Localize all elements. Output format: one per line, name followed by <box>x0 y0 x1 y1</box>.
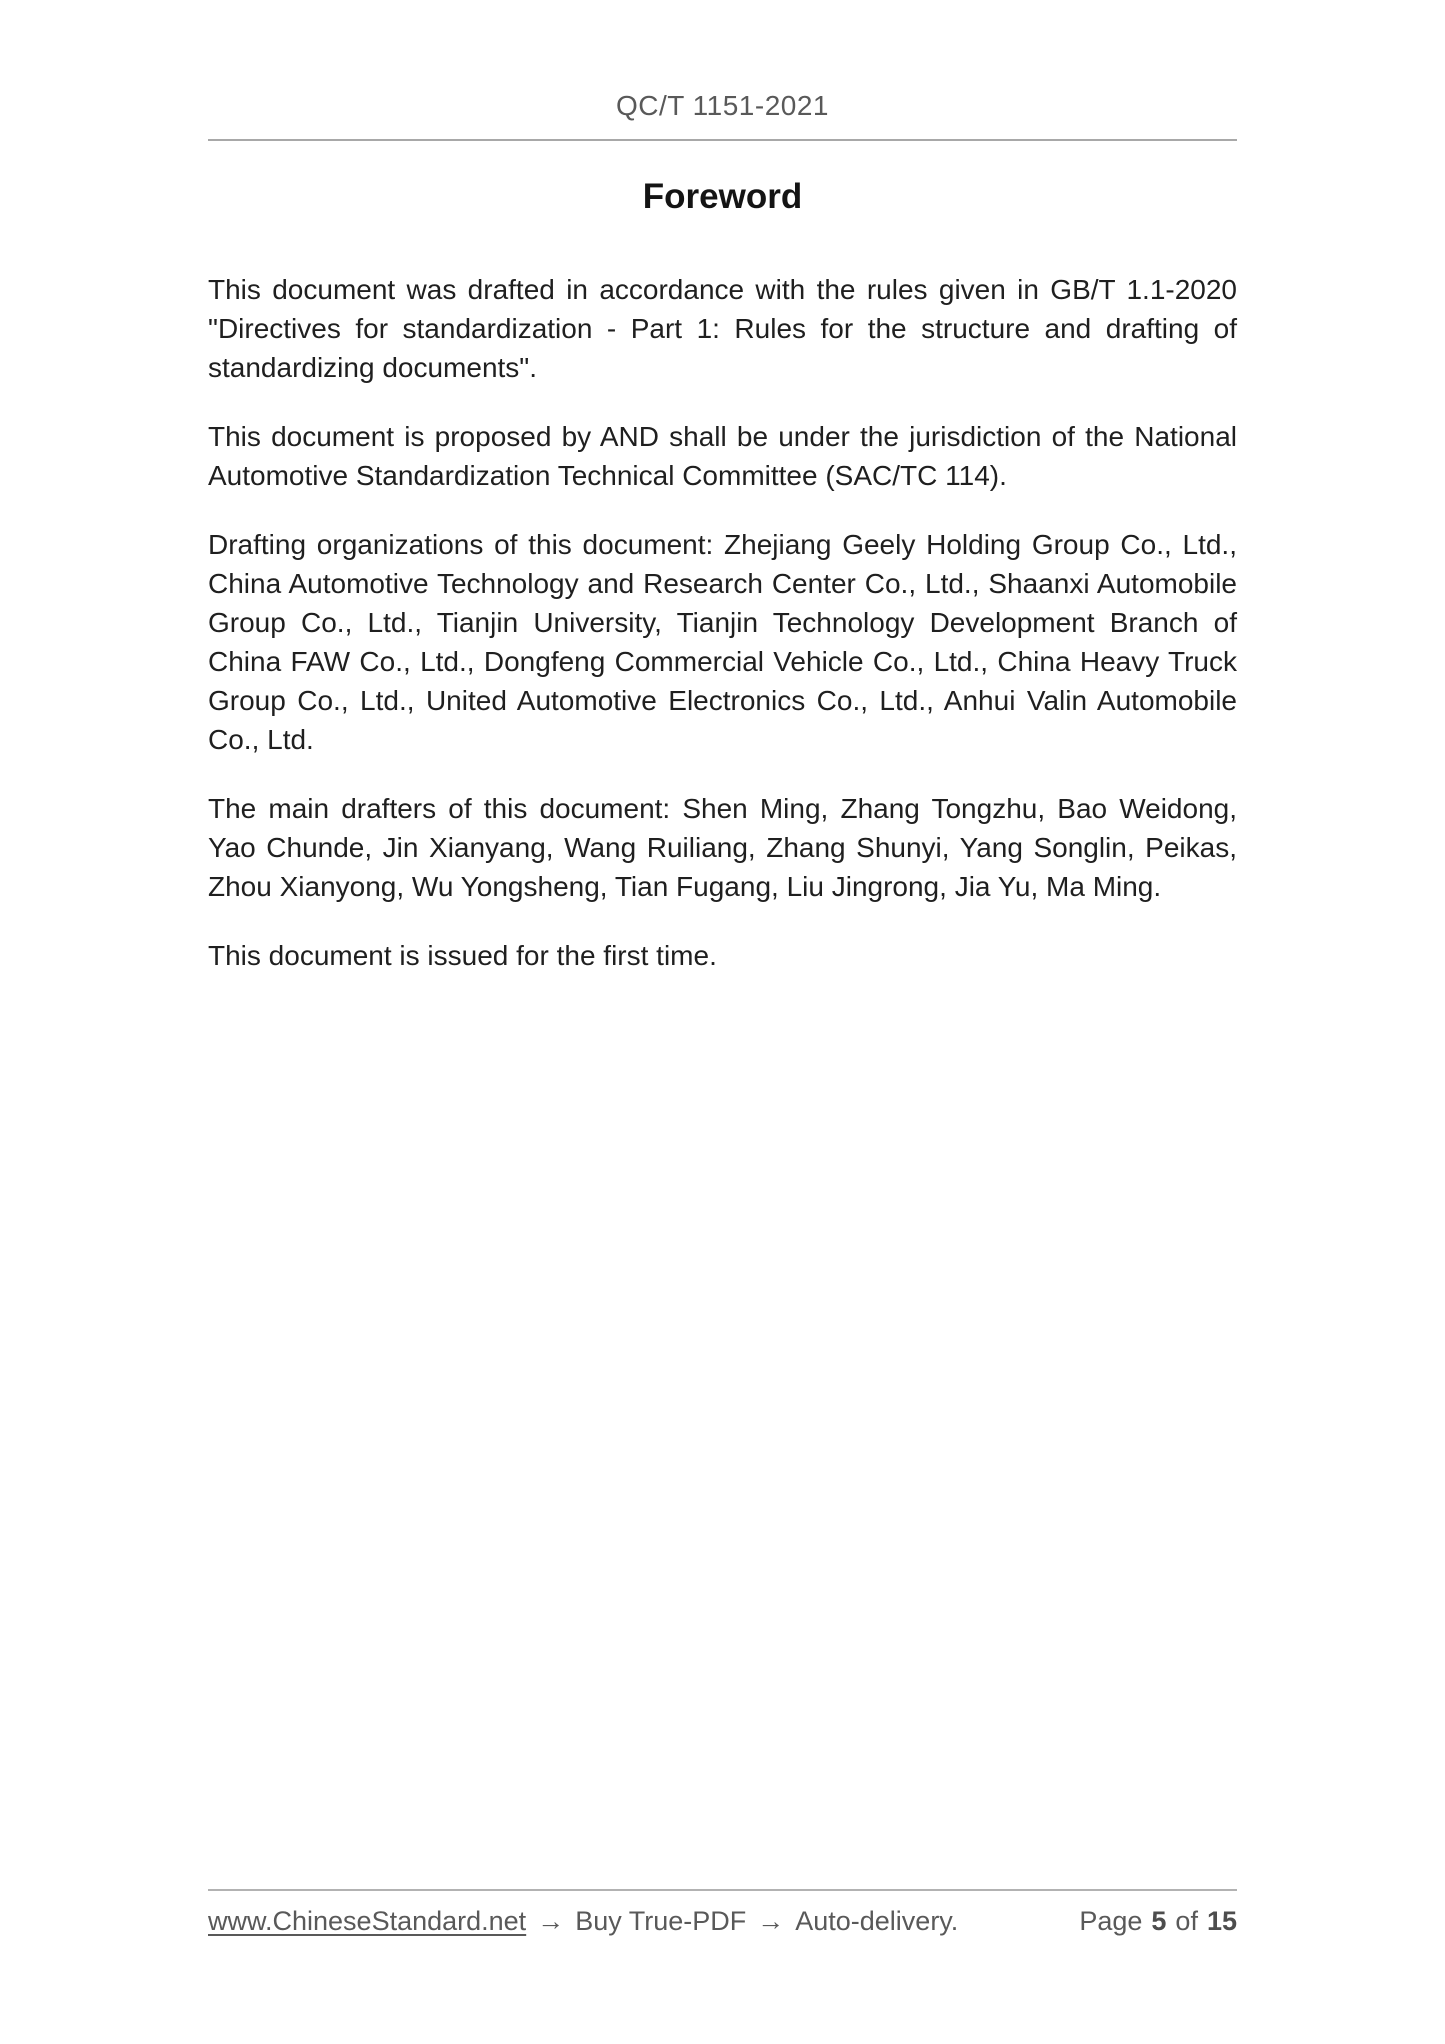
current-page-number: 5 <box>1151 1906 1167 1936</box>
paragraph-first-issue: This document is issued for the first time. <box>208 940 717 971</box>
buy-pdf-label: Buy True-PDF <box>575 1906 747 1936</box>
arrow-icon: → <box>537 1906 565 1936</box>
website-link[interactable]: www.ChineseStandard.net <box>208 1906 527 1936</box>
header-divider <box>208 139 1237 141</box>
page-indicator <box>1079 1906 1237 1937</box>
auto-delivery-label: Auto-delivery. <box>795 1906 959 1936</box>
page-title: Foreword <box>642 177 803 216</box>
footer-divider <box>208 1889 1237 1891</box>
paragraph-main-drafters: The main drafters of this document: Shen Ming, Zhang Tongzhu, Bao Weidong, Yao Chunde, Jin Xianyang, Wang Ruiliang, Zhang Shunyi, Yang Songlin, Peikas, Zhou Xianyong, Wu Yongsheng, Tian Fugang, Liu Jingrong, Jia Yu, Ma Ming. <box>208 793 1237 902</box>
arrow-icon: → <box>757 1906 785 1936</box>
of-label: of <box>1175 1906 1198 1936</box>
paragraph-jurisdiction: This document is proposed by AND shall be under the jurisdiction of the National Automotive Standardization Technical Committee (SAC/TC 114). <box>208 421 1237 491</box>
paragraph-drafting-rules: This document was drafted in accordance with the rules given in GB/T 1.1-2020 "Directives for standardization - Part 1: Rules for the structure and drafting of standardizing documents". <box>208 274 1237 383</box>
page-label: Page <box>1079 1906 1143 1936</box>
page-footer <box>208 1889 1237 1937</box>
document-number: QC/T 1151-2021 <box>616 90 829 121</box>
footer-promo <box>208 1906 958 1937</box>
document-body <box>208 270 1237 975</box>
page-header <box>0 0 1445 141</box>
paragraph-drafting-organizations: Drafting organizations of this document: Zhejiang Geely Holding Group Co., Ltd., China Automotive Technology and Research Center Co., Ltd., Shaanxi Automobile Group Co., Ltd., Tianjin University, Tianjin Technology Development Branch of China FAW Co., Ltd., Dongfeng Commercial Vehicle Co., Ltd., China Heavy Truck Group Co., Ltd., United Automotive Electronics Co., Ltd., Anhui Valin Automobile Co., Ltd. <box>208 529 1237 755</box>
total-pages-number: 15 <box>1206 1906 1237 1936</box>
